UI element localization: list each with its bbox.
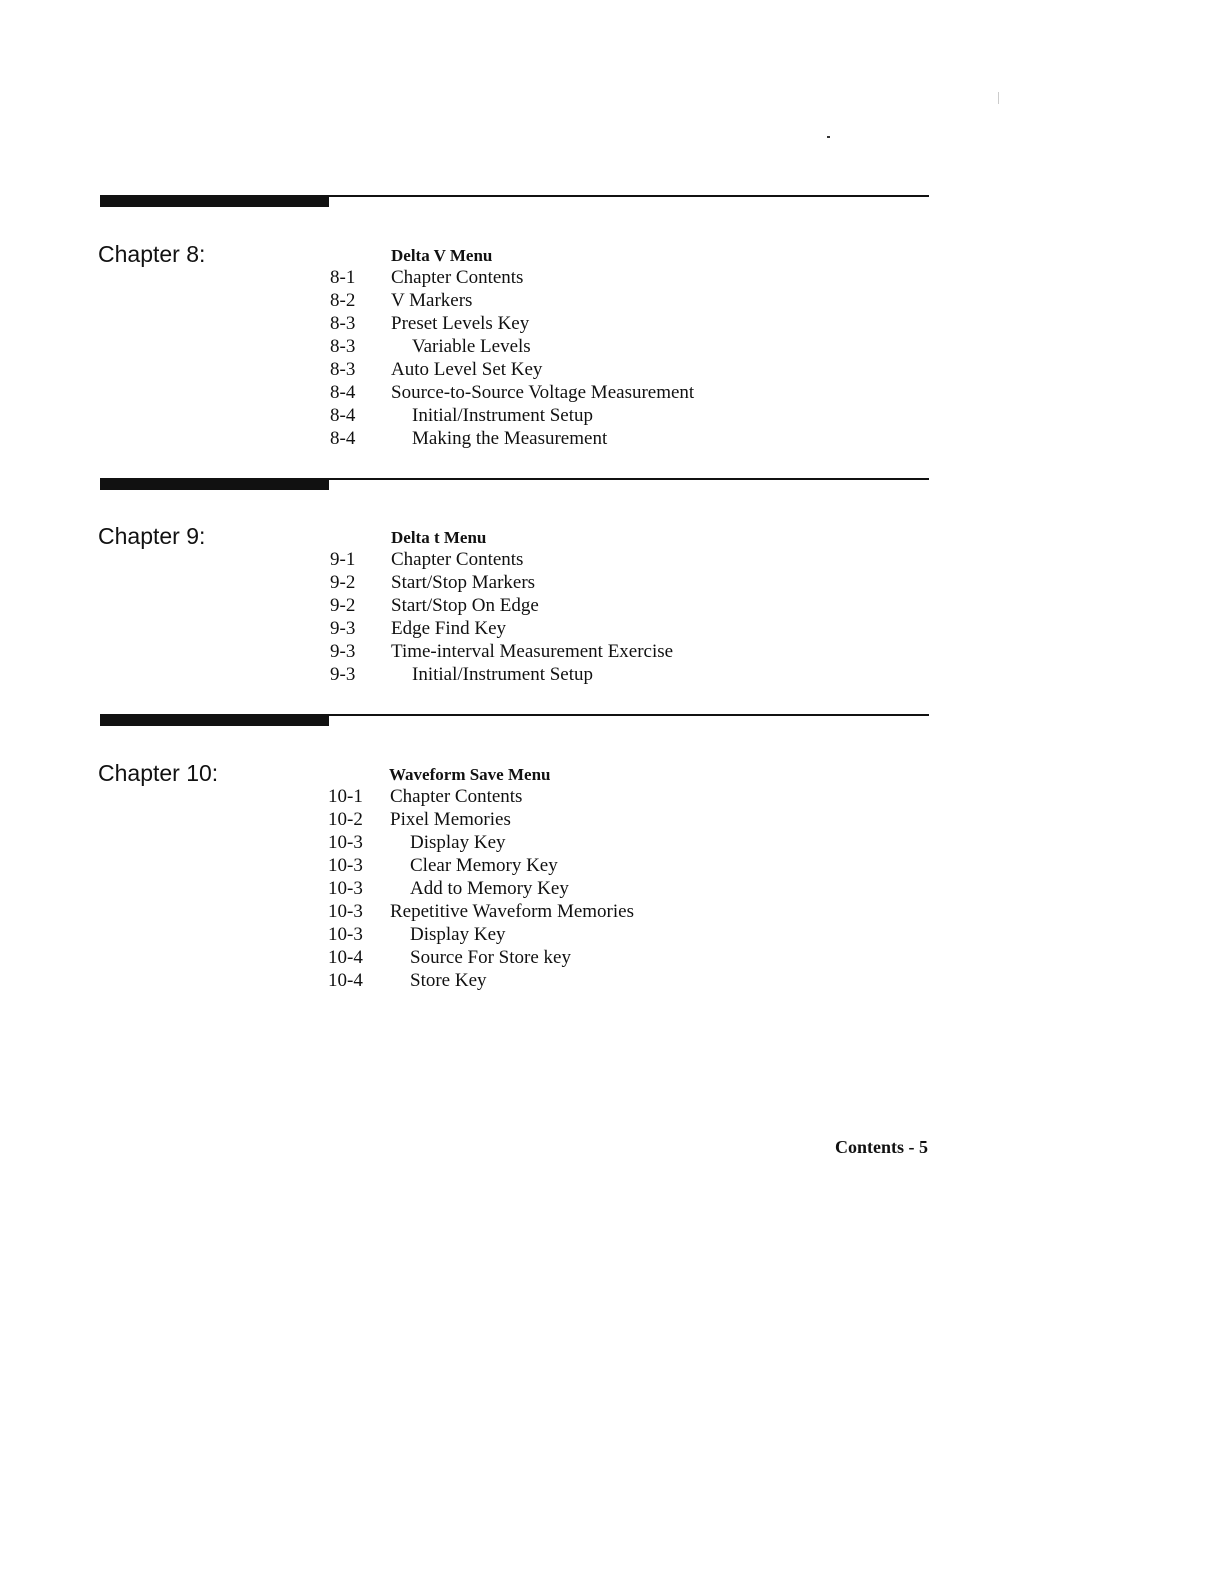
- chapter-label: Chapter 9:: [98, 523, 206, 549]
- toc-entry: [0, 381, 1224, 404]
- toc-page-number: 8-3: [330, 336, 356, 357]
- toc-entry-text: Making the Measurement: [412, 428, 608, 449]
- toc-entry: [0, 640, 1224, 663]
- toc-entry-text: Start/Stop Markers: [391, 572, 536, 593]
- chapter-label: Chapter 10:: [98, 760, 219, 786]
- toc-entry-list: [0, 266, 1224, 450]
- toc-page-number: 10-4: [328, 947, 363, 968]
- toc-page-number: 9-3: [330, 618, 356, 639]
- toc-entry-text: Clear Memory Key: [410, 855, 558, 876]
- section-rule: [100, 195, 929, 207]
- page-footer-label: Contents - 5: [835, 1137, 928, 1157]
- toc-entry: [0, 808, 1224, 831]
- chapter-title: Delta V Menu: [391, 246, 493, 265]
- toc-page-number: 9-1: [330, 549, 356, 570]
- chapter-label: Chapter 8:: [98, 241, 206, 267]
- toc-entry-text: Auto Level Set Key: [391, 359, 543, 380]
- toc-page-number: 8-3: [330, 313, 356, 334]
- toc-entry-text: Pixel Memories: [390, 809, 511, 830]
- toc-page-number: 8-2: [330, 290, 356, 311]
- toc-entry: [0, 594, 1224, 617]
- toc-entry: [0, 946, 1224, 969]
- toc-entry: [0, 427, 1224, 450]
- section-rule: [100, 478, 929, 490]
- toc-entry: [0, 923, 1224, 946]
- toc-entry-text: Start/Stop On Edge: [391, 595, 539, 616]
- toc-page-number: 9-2: [330, 595, 356, 616]
- toc-entry: [0, 831, 1224, 854]
- toc-entry: [0, 877, 1224, 900]
- toc-page-number: 10-3: [328, 878, 363, 899]
- chapter-title: Delta t Menu: [391, 528, 487, 547]
- toc-entry: [0, 335, 1224, 358]
- toc-page-number: 10-1: [328, 786, 363, 807]
- toc-page-number: 10-3: [328, 924, 363, 945]
- toc-page-number: 10-2: [328, 809, 363, 830]
- toc-entry: [0, 289, 1224, 312]
- toc-entry: [0, 312, 1224, 335]
- toc-page-number: 8-4: [330, 428, 356, 449]
- toc-entry-list: [0, 548, 1224, 686]
- toc-entry-text: Initial/Instrument Setup: [412, 405, 594, 426]
- toc-entry-text: Time-interval Measurement Exercise: [391, 641, 674, 662]
- toc-page-number: 8-1: [330, 267, 356, 288]
- toc-page-number: 10-3: [328, 855, 363, 876]
- toc-page-number: 10-3: [328, 832, 363, 853]
- toc-entry-text: Display Key: [410, 832, 506, 853]
- toc-entry-text: Source For Store key: [410, 947, 571, 968]
- toc-entry: [0, 571, 1224, 594]
- toc-page-number: 8-4: [330, 405, 356, 426]
- toc-entry-text: Variable Levels: [412, 336, 531, 357]
- toc-entry-text: Source-to-Source Voltage Measurement: [391, 382, 695, 403]
- toc-entry-text: Preset Levels Key: [391, 313, 530, 334]
- scan-speck: [827, 136, 830, 138]
- toc-page-number: 10-4: [328, 970, 363, 991]
- toc-page-number: 10-3: [328, 901, 363, 922]
- toc-entry: [0, 854, 1224, 877]
- toc-entry-list: [0, 785, 1224, 992]
- toc-entry: [0, 900, 1224, 923]
- toc-page-number: 8-4: [330, 382, 356, 403]
- chapter-title: Waveform Save Menu: [389, 765, 551, 784]
- toc-entry: [0, 266, 1224, 289]
- toc-entry-text: Chapter Contents: [390, 786, 523, 807]
- toc-entry-text: Store Key: [410, 970, 487, 991]
- scan-speck: [998, 92, 999, 104]
- toc-entry: [0, 785, 1224, 808]
- toc-entry-text: Add to Memory Key: [410, 878, 569, 899]
- toc-entry: [0, 617, 1224, 640]
- toc-entry-text: Initial/Instrument Setup: [412, 664, 594, 685]
- toc-entry-text: Display Key: [410, 924, 506, 945]
- toc-entry-text: Chapter Contents: [391, 267, 524, 288]
- toc-entry: [0, 548, 1224, 571]
- toc-page-number: 8-3: [330, 359, 356, 380]
- toc-page-number: 9-2: [330, 572, 356, 593]
- toc-entry-text: V Markers: [391, 290, 473, 311]
- section-rule: [100, 714, 929, 726]
- toc-entry-text: Repetitive Waveform Memories: [390, 901, 634, 922]
- toc-entry: [0, 358, 1224, 381]
- toc-entry-text: Chapter Contents: [391, 549, 524, 570]
- toc-page-number: 9-3: [330, 664, 356, 685]
- toc-entry: [0, 404, 1224, 427]
- toc-entry: [0, 969, 1224, 992]
- toc-page-number: 9-3: [330, 641, 356, 662]
- toc-entry-text: Edge Find Key: [391, 618, 507, 639]
- toc-entry: [0, 663, 1224, 686]
